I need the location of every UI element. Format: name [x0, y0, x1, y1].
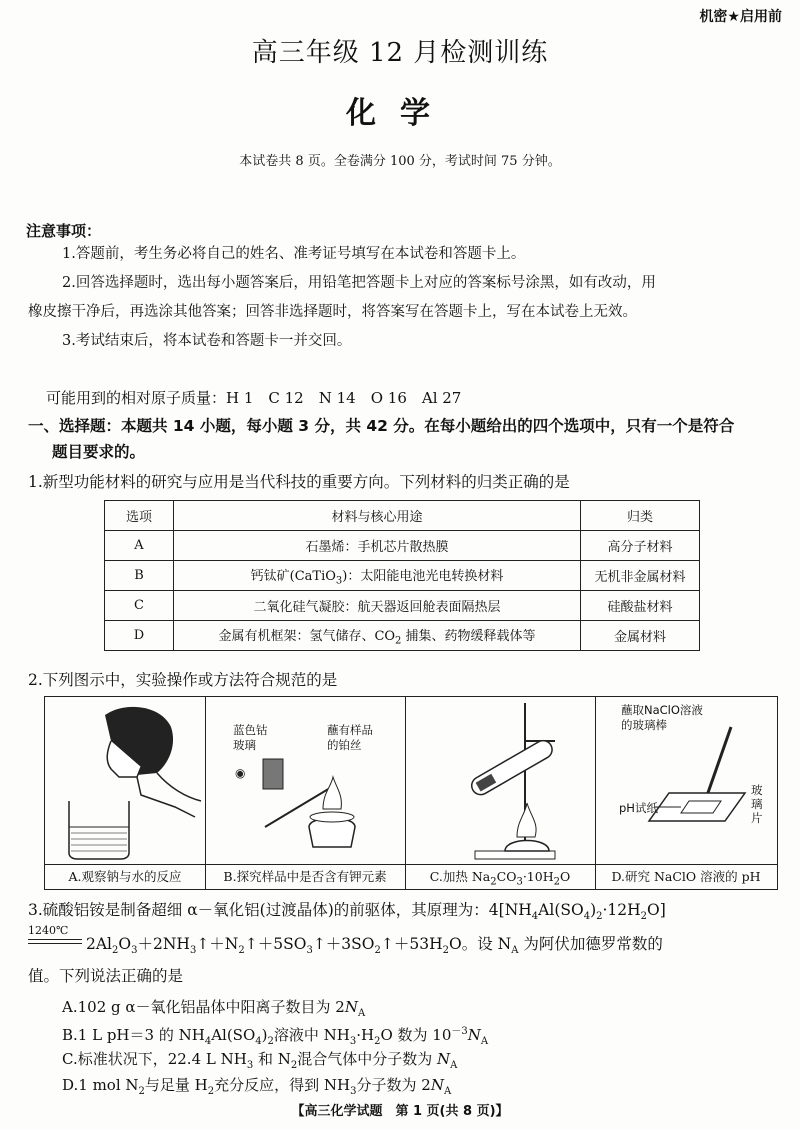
q3-stem-cont: 值。下列说法正确的是 — [28, 967, 184, 985]
table-row — [105, 591, 700, 621]
q2-figure-panel — [44, 696, 778, 890]
table-row — [105, 561, 700, 591]
table-cell: B — [105, 561, 174, 591]
equals-line-bottom — [28, 943, 82, 944]
table-cell — [174, 561, 581, 591]
q3-option-c: C.标准状况下，22.4 L $NH_3$ 和 $N_2$混合气体中分子数为 $N_A$ — [62, 1050, 458, 1071]
equals-line-top — [28, 939, 82, 940]
caption-c-sub: 2 — [490, 876, 497, 888]
figure-a — [45, 697, 206, 889]
caption-c-sub: 3 — [516, 876, 523, 888]
label-platinum-wire: 蘸有样品 的铂丝 — [327, 723, 373, 752]
caption-b: B.探究样品中是否含有钾元素 — [205, 864, 405, 889]
option-text: B.1 L pH＝3 的 NH — [62, 1026, 205, 1044]
caption-d: D.研究 NaClO 溶液的 pH — [595, 864, 777, 889]
q3-option-a: A.102 g α－氧化铝晶体中阳离子数目为 $2N_A$ — [62, 998, 366, 1019]
cell-sub: 2 — [395, 635, 402, 647]
table-cell: 石墨烯：手机芯片散热膜 — [174, 531, 581, 561]
caption-a: A.观察钠与水的反应 — [45, 864, 205, 889]
q2-stem: 2.下列图示中，实验操作或方法符合规范的是 — [28, 671, 338, 689]
label-cobalt-glass: 蓝色钴 玻璃 — [233, 723, 268, 752]
page-footer: 【高三化学试题 第 1 页(共 8 页)】 — [291, 1104, 509, 1119]
table-row — [105, 621, 700, 651]
table-cell: 高分子材料 — [581, 531, 700, 561]
cell-text: 钙钛矿(CaTiO — [250, 568, 336, 584]
table-header: 选项 — [105, 501, 174, 531]
table-header: 归类 — [581, 501, 700, 531]
label-glass-rod: 蘸取NaClO溶液 的玻璃棒 — [621, 703, 703, 732]
figure-c — [405, 697, 596, 889]
confidential-mark: 机密★启用前 — [699, 9, 782, 25]
caption-c-text: C.加热 Na — [429, 869, 491, 884]
option-text: D.1 mol N — [62, 1076, 139, 1094]
svg-text:◉: ◉ — [235, 766, 246, 780]
notice-item-2b: 橡皮擦干净后，再选涂其他答案；回答非选择题时，将答案写在答题卡上，写在本试卷上无效。 — [28, 304, 637, 320]
exam-info: 本试卷共 8 页。全卷满分 100 分，考试时间 75 分钟。 — [239, 154, 561, 169]
caption-c-text: ·10H — [522, 869, 554, 884]
option-text: C.标准状况下，22.4 L NH — [62, 1050, 247, 1068]
section-1-heading: 一、选择题：本题共 14 小题，每小题 3 分，共 42 分。在每小题给出的四个选项中，只有一个是符合 — [28, 417, 735, 435]
caption-c-text: O — [559, 869, 571, 884]
subject-title: 化学 — [346, 96, 454, 131]
figure-b — [205, 697, 406, 889]
q1-stem: 1.新型功能材料的研究与应用是当代科技的重要方向。下列材料的归类正确的是 — [28, 473, 570, 491]
table-cell — [174, 621, 581, 651]
q3-option-b: B.1 L pH＝3 的 $NH_4Al(SO_4)_2$溶液中 $NH_3\cdot H_2O$ 数为 $10^{-3}N_A$ — [62, 1026, 489, 1047]
section-1-heading-cont: 题目要求的。 — [52, 443, 146, 461]
table-cell: C — [105, 591, 174, 621]
q3-text: 2Al — [86, 935, 113, 953]
q3-stem: 3.硫酸铝铵是制备超细 α－氧化铝(过渡晶体)的前驱体，其原理为：$4[NH_4Al(SO_4)_2\cdot 12H_2O]$ — [28, 901, 666, 923]
caption-c-text: CO — [496, 869, 517, 884]
table-cell: D — [105, 621, 174, 651]
q3-text: 设 N — [477, 935, 512, 953]
notice-item-3: 3.考试结束后，将本试卷和答题卡一并交回。 — [62, 333, 352, 349]
table-cell: 硅酸盐材料 — [581, 591, 700, 621]
caption-c-sub: 2 — [553, 876, 560, 888]
caption-c — [405, 864, 595, 889]
option-text: A.102 g α－氧化铝晶体中阳离子数目为 2 — [62, 998, 345, 1016]
cell-sub: 3 — [335, 575, 343, 587]
cell-text: 金属有机框架：氢气储存、CO — [218, 628, 396, 644]
atomic-masses: 可能用到的相对原子质量：H 1 C 12 N 14 O 16 Al 27 — [46, 389, 462, 407]
notice-heading: 注意事项： — [26, 222, 102, 240]
table-header-row — [105, 501, 700, 531]
q3-equation: $2Al_2O_3+2NH_3↑+N_2↑+5SO_3↑+3SO_2↑+53H_2O$。设 $N_A$ 为阿伏加德罗常数的 — [86, 935, 663, 957]
q3-option-d: D.1 mol $N_2$与足量 $H_2$充分反应，得到 $NH_3$分子数为 $2N_A$ — [62, 1076, 452, 1097]
exam-title: 高三年级 12 月检测训练 — [251, 38, 549, 68]
reaction-condition: 1240℃ — [28, 924, 69, 937]
table-cell: 二氧化硅气凝胶：航天器返回舱表面隔热层 — [174, 591, 581, 621]
cell-text: )：太阳能电池光电转换材料 — [342, 568, 504, 584]
q3-text: 3.硫酸铝铵是制备超细 α－氧化铝(过渡晶体)的前驱体，其原理为：4[NH — [28, 901, 532, 919]
q3-text: (SO — [554, 901, 584, 919]
notice-item-1: 1.答题前，考生务必将自己的姓名、准考证号填写在本试卷和答题卡上。 — [62, 246, 526, 262]
table-cell: 无机非金属材料 — [581, 561, 700, 591]
table-header: 材料与核心用途 — [174, 501, 581, 531]
figure-d — [595, 697, 777, 889]
label-glass-plate: 玻 璃 片 — [751, 783, 763, 825]
label-ph-paper: pH试纸 — [619, 801, 658, 815]
heating-test-tube-icon — [405, 697, 595, 865]
q1-table — [104, 500, 700, 651]
cell-text: 捕集、药物缓释载体等 — [401, 628, 536, 644]
table-cell: A — [105, 531, 174, 561]
table-cell: 金属材料 — [581, 621, 700, 651]
person-observing-beaker-icon — [45, 697, 205, 865]
table-row — [105, 531, 700, 561]
notice-item-2a: 2.回答选择题时，选出每小题答案后，用铅笔把答题卡上对应的答案标号涂黑，如有改动，用 — [62, 275, 656, 291]
